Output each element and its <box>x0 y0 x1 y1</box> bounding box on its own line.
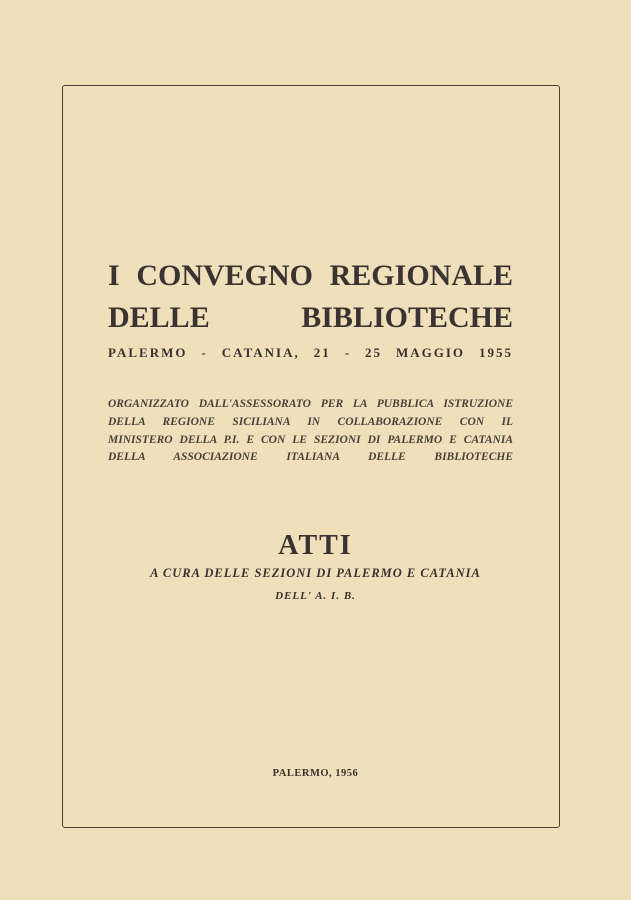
atti-heading: ATTI <box>278 530 353 561</box>
editors-line: A CURA DELLE SEZIONI DI PALERMO E CATANIA <box>150 566 481 580</box>
title-line-2: DELLE BIBLIOTECHE <box>108 301 513 334</box>
organizer-line-3: MINISTERO DELLA P.I. E CON LE SEZIONI DI PALERMO E CATANIA <box>108 434 513 446</box>
editors-organization: DELL' A. I. B. <box>275 590 356 602</box>
imprint: PALERMO, 1956 <box>272 768 359 779</box>
organizer-line-1: ORGANIZZATO DALL'ASSESSORATO PER LA PUBBLICA ISTRUZIONE <box>108 398 513 410</box>
organizer-line-2: DELLA REGIONE SICILIANA IN COLLABORAZIONE CON IL <box>108 416 513 428</box>
title-line-1: I CONVEGNO REGIONALE <box>108 259 513 292</box>
conference-dates: PALERMO - CATANIA, 21 - 25 MAGGIO 1955 <box>108 345 513 360</box>
organizer-line-4: DELLA ASSOCIAZIONE ITALIANA DELLE BIBLIOTECHE <box>108 451 513 463</box>
